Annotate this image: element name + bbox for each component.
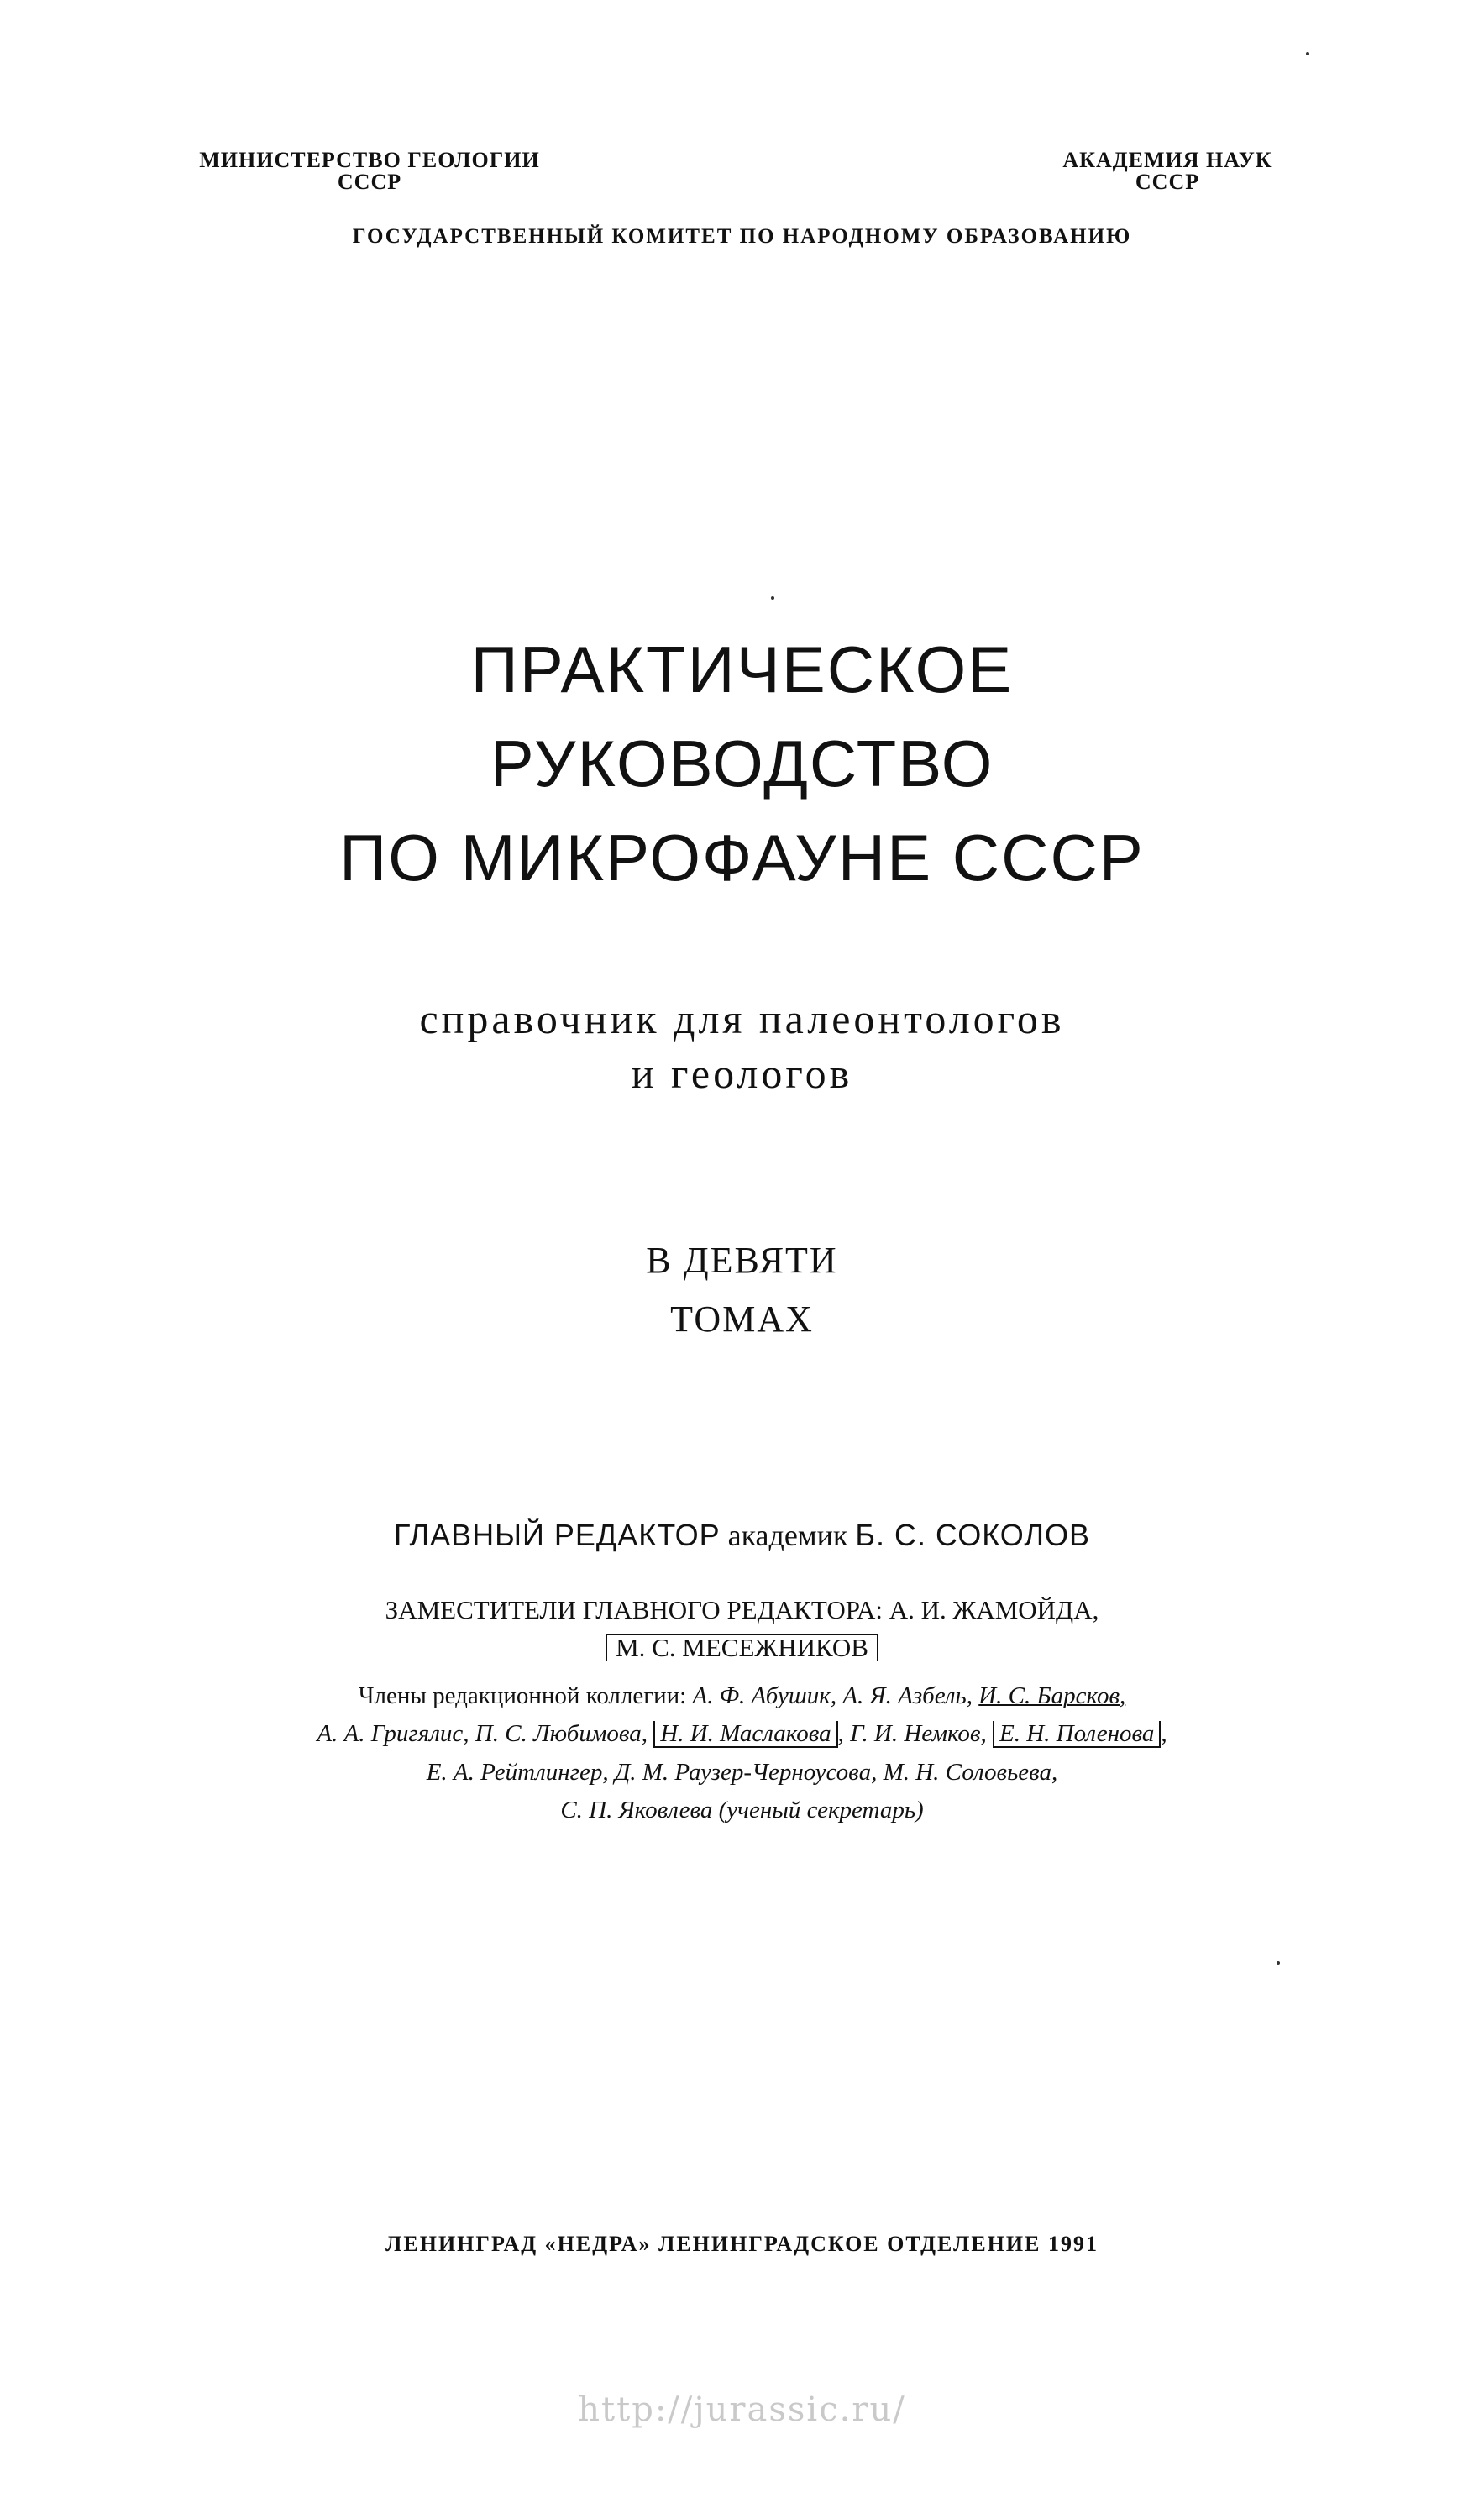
board-member-3: И. С. Барсков, (978, 1682, 1126, 1709)
volumes-line-1: В ДЕВЯТИ (646, 1240, 838, 1281)
board-member-11: М. Н. Соловьева, (883, 1759, 1058, 1786)
board-member-12: С. П. Яковлева (560, 1797, 713, 1823)
subtitle-line-1: справочник для палеонтологов (419, 995, 1065, 1042)
board-member-9: Е. А. Рейтлингер, (426, 1759, 609, 1786)
institution-right (1016, 150, 1319, 193)
title-line-2: РУКОВОДСТВО (490, 727, 994, 800)
board-line-4 (0, 1796, 1484, 1824)
board-member-10: Д. М. Раузер-Черноусова, (614, 1759, 878, 1786)
institution-left-line1: МИНИСТЕРСТВО ГЕОЛОГИИ (199, 148, 540, 172)
board-member-4: А. А. Григялис, (317, 1720, 469, 1747)
board-line-3 (0, 1758, 1484, 1787)
board-separator: , (837, 1720, 844, 1747)
deputy-1: А. И. ЖАМОЙДА, (889, 1595, 1099, 1624)
board-separator: , (1161, 1720, 1167, 1747)
institution-left (160, 150, 579, 193)
watermark-url: http://jurassic.ru/ (578, 2390, 906, 2429)
board-label: Члены редакционной коллегии: (358, 1682, 687, 1709)
board-member-7: Г. И. Немков, (850, 1720, 987, 1747)
board-member-2: А. Я. Азбель, (842, 1682, 973, 1709)
institution-right-line1: АКАДЕМИЯ НАУК (1062, 148, 1272, 172)
scan-speck (1306, 52, 1309, 55)
institution-left-line2: СССР (337, 170, 402, 194)
title-line-1: ПРАКТИЧЕСКОЕ (470, 632, 1014, 706)
board-line-2 (0, 1719, 1484, 1748)
scan-speck (771, 596, 774, 600)
board-member-1: А. Ф. Абушик, (692, 1682, 837, 1709)
deputies-line (0, 1596, 1484, 1624)
institution-right-line2: СССР (1135, 170, 1200, 194)
subtitle-line-2: и геологов (631, 1050, 853, 1097)
publisher-line: ЛЕНИНГРАД «НЕДРА» ЛЕНИНГРАДСКОЕ ОТДЕЛЕНИЕ 1991 (385, 2232, 1099, 2256)
board-member-8-memorial-box: Е. Н. Поленова (993, 1721, 1161, 1748)
title-line-3: ПО МИКРОФАУНЕ СССР (339, 821, 1145, 895)
chief-editor-name: Б. С. СОКОЛОВ (855, 1518, 1091, 1552)
board-member-5: П. С. Любимова, (475, 1720, 648, 1747)
chief-editor-label: ГЛАВНЫЙ РЕДАКТОР (393, 1518, 721, 1552)
deputy-2-line (0, 1634, 1484, 1662)
committee-line: ГОСУДАРСТВЕННЫЙ КОМИТЕТ ПО НАРОДНОМУ ОБРАЗОВАНИЮ (352, 225, 1132, 248)
board-member-12-note: (ученый секретарь) (718, 1797, 924, 1823)
board-member-6-memorial-box: Н. И. Маслакова (653, 1721, 837, 1748)
scan-speck (1277, 1961, 1280, 1965)
volumes-line-2: ТОМАХ (670, 1299, 814, 1340)
deputy-2-memorial-box: М. С. МЕСЕЖНИКОВ (606, 1634, 878, 1661)
chief-editor-title: академик (727, 1519, 848, 1552)
deputies-label: ЗАМЕСТИТЕЛИ ГЛАВНОГО РЕДАКТОРА: (385, 1595, 884, 1624)
chief-editor-line (0, 1519, 1484, 1552)
board-line-1 (0, 1682, 1484, 1710)
